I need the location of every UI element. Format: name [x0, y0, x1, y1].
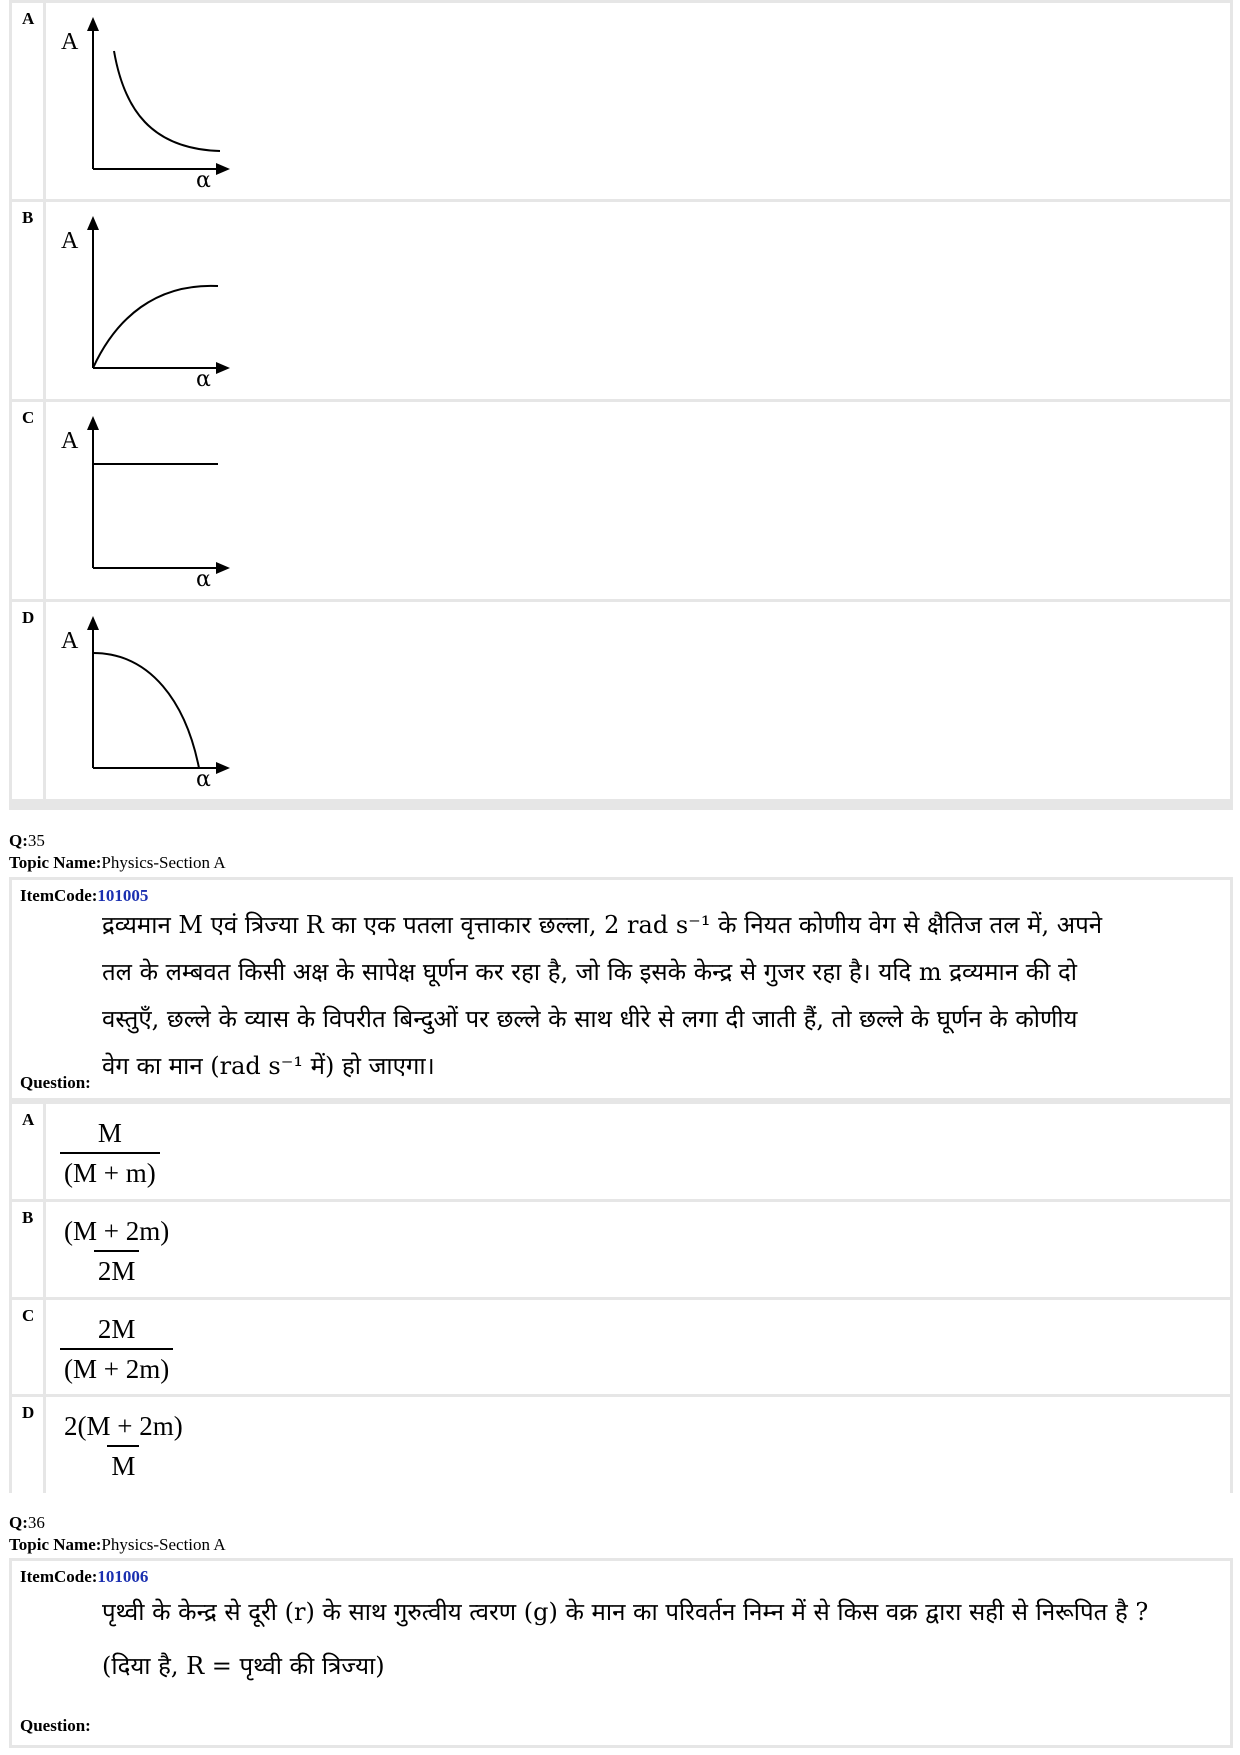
graph-a-y-label: A — [61, 29, 79, 55]
graph-b-x-label: α — [196, 367, 211, 388]
graph-a — [56, 9, 256, 189]
q35-option-a[interactable] — [12, 1104, 1230, 1199]
option-letter: D — [12, 602, 46, 799]
fraction — [60, 1116, 160, 1190]
q34-options-table — [9, 0, 1233, 810]
graph-a-curve — [114, 51, 220, 151]
question-line: वेग का मान (rad s⁻¹ में) हो जाएगा। — [102, 1052, 435, 1080]
fraction — [60, 1409, 187, 1483]
question-line: वस्तुएँ, छल्ले के व्यास के विपरीत बिन्दुओं पर छल्ले के साथ धीरे से लगा दी जाती हैं, तो छल्ले के घूर्णन के कोणीय — [102, 1005, 1078, 1033]
q35-option-d[interactable] — [12, 1397, 1230, 1493]
question-text — [102, 902, 1210, 1090]
graph-a-x-label: α — [196, 168, 211, 189]
q34-option-d[interactable] — [12, 602, 1230, 799]
q-number: 36 — [27, 1513, 45, 1532]
topic-label: Topic Name: — [9, 1535, 102, 1554]
q36-question-box — [9, 1558, 1233, 1748]
option-letter: B — [12, 202, 46, 399]
q34-option-b[interactable] — [12, 202, 1230, 399]
itemcode: ItemCode:101005 — [20, 886, 149, 905]
q-label: Q: — [9, 831, 28, 850]
graph-d-curve — [93, 653, 199, 768]
graph-b-y-label: A — [61, 228, 79, 254]
itemcode-value: 101006 — [97, 1567, 149, 1586]
option-letter: D — [12, 1397, 46, 1493]
option-letter: A — [12, 1104, 46, 1199]
fraction — [60, 1214, 173, 1288]
question-line: द्रव्यमान M एवं त्रिज्या R का एक पतला वृत्ताकार छल्ला, 2 rad s⁻¹ के नियत कोणीय वेग से क्षैतिज तल में, अपने — [102, 911, 1103, 939]
graph-b-curve — [93, 286, 218, 368]
q-label: Q: — [9, 1513, 28, 1532]
denominator: 2M — [94, 1250, 140, 1288]
numerator: M — [97, 1118, 122, 1148]
question-line: पृथ्वी के केन्द्र से दूरी (r) के साथ गुरुत्वीय त्वरण (g) के मान का परिवर्तन निम्न में से किस वक्र द्वारा सही से निरूपित है ? — [102, 1598, 1149, 1626]
graph-d-y-label: A — [61, 628, 79, 654]
fraction — [60, 1312, 173, 1386]
itemcode-value: 101005 — [97, 886, 149, 905]
denominator: M — [107, 1445, 139, 1483]
q34-option-a[interactable] — [12, 3, 1230, 199]
question-line: (दिया है, R = पृथ्वी की त्रिज्या) — [102, 1652, 385, 1680]
graph-d — [56, 608, 256, 788]
graph-c-x-label: α — [196, 567, 211, 588]
numerator: 2(M + 2m) — [64, 1411, 183, 1441]
q35-options-table — [9, 1101, 1233, 1493]
numerator: 2M — [97, 1314, 136, 1344]
q35-option-c[interactable] — [12, 1300, 1230, 1394]
topic-label: Topic Name: — [9, 853, 102, 872]
q36-header — [9, 1512, 226, 1556]
option-letter: A — [12, 3, 46, 199]
option-letter: B — [12, 1202, 46, 1297]
graph-b — [56, 208, 256, 388]
q-number: 35 — [27, 831, 45, 850]
graph-d-x-label: α — [196, 767, 211, 788]
q35-question-box — [9, 877, 1233, 1101]
graph-c-y-label: A — [61, 428, 79, 454]
topic-value: Physics-Section A — [101, 853, 226, 872]
denominator: (M + 2m) — [60, 1348, 173, 1386]
question-label: Question: — [20, 1716, 91, 1735]
question-label: Question: — [20, 1073, 91, 1092]
q34-option-c[interactable] — [12, 402, 1230, 599]
q35-option-b[interactable] — [12, 1202, 1230, 1297]
option-letter: C — [12, 402, 46, 599]
question-line: तल के लम्बवत किसी अक्ष के सापेक्ष घूर्णन कर रहा है, जो कि इसके केन्द्र से गुजर रहा है। यदि m द्रव्यमान की दो — [102, 958, 1077, 986]
numerator: (M + 2m) — [64, 1216, 170, 1246]
topic-value: Physics-Section A — [101, 1535, 226, 1554]
denominator: (M + m) — [60, 1152, 160, 1190]
graph-c — [56, 408, 256, 588]
question-text — [102, 1585, 1210, 1693]
q35-header — [9, 830, 226, 874]
option-letter: C — [12, 1300, 46, 1394]
itemcode: ItemCode:101006 — [20, 1567, 149, 1586]
